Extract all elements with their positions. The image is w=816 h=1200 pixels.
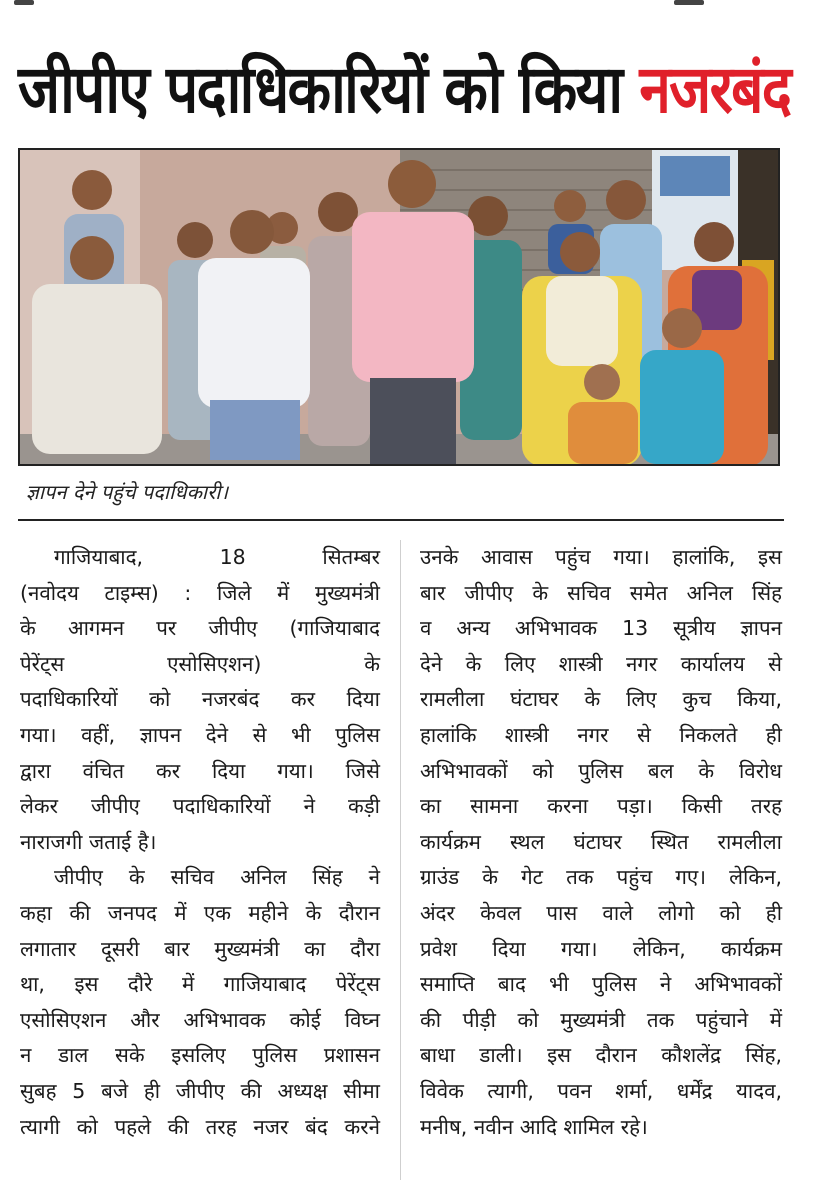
article-line: देने के लिए शास्त्री नगर कार्यालय से (420, 651, 782, 676)
article-line: मनीष, नवीन आदि शामिल रहे। (420, 1114, 648, 1139)
section-divider (18, 519, 784, 521)
article-line: रामलीला घंटाघर के लिए कुच किया, (420, 687, 782, 712)
column-divider (400, 540, 401, 1180)
article-line: पेरेंट्स एसोसिएशन) के (20, 651, 380, 676)
article-line: के आगमन पर जीपीए (गाजियाबाद (20, 616, 380, 641)
article-line: बाधा डाली। इस दौरान कौशलेंद्र सिंह, (420, 1043, 782, 1068)
article-line: जीपीए के सचिव अनिल सिंह ने (54, 865, 380, 890)
article-line: एसोसिएशन और अभिभावक कोई विघ्न (20, 1007, 380, 1032)
article-line: हालांकि शास्त्री नगर से निकलते ही (420, 722, 782, 747)
article-line: उनके आवास पहुंच गया। हालांकि, इस (420, 545, 782, 569)
headline-text: जीपीए पदाधिकारियों को किया (18, 51, 622, 128)
article-line: सुबह 5 बजे ही जीपीए की अध्यक्ष सीमा (20, 1078, 380, 1103)
article-line: की पीड़ी को मुख्यमंत्री तक पहुंचाने में (420, 1007, 782, 1032)
article-line: व अन्य अभिभावक 13 सूत्रीय ज्ञापन (420, 616, 782, 641)
article-line: द्वारा वंचित कर दिया गया। जिसे (20, 758, 380, 783)
cropped-top-text (14, 0, 794, 8)
article-line: ग्राउंड के गेट तक पहुंच गए। लेकिन, (420, 865, 782, 890)
article-line: समाप्ति बाद भी पुलिस ने अभिभावकों (420, 972, 782, 997)
article-line: लेकर जीपीए पदाधिकारियों ने कड़ी (20, 794, 380, 819)
photo-caption: ज्ञापन देने पहुंचे पदाधिकारी। (26, 480, 229, 504)
article-line: का सामना करना पड़ा। किसी तरह (420, 794, 782, 819)
article-line: गाजियाबाद, 18 सितम्बर (54, 545, 380, 569)
headline (18, 40, 791, 140)
article-column-1 (20, 540, 380, 1145)
article-line: कहा की जनपद में एक महीने के दौरान (20, 900, 380, 925)
article-line: विवेक त्यागी, पवन शर्मा, धर्मेंद्र यादव, (420, 1078, 782, 1103)
article-line: गया। वहीं, ज्ञापन देने से भी पुलिस (20, 722, 380, 747)
headline-highlight: नजरबंद (639, 51, 791, 128)
article-line: नाराजगी जताई है। (20, 829, 157, 854)
article-line: अभिभावकों को पुलिस बल के विरोध (420, 758, 782, 783)
article-line: पदाधिकारियों को नजरबंद कर दिया (20, 687, 380, 712)
article-line: लगातार दूसरी बार मुख्यमंत्री का दौरा (20, 936, 380, 961)
article-line: था, इस दौरे में गाजियाबाद पेरेंट्स (20, 972, 380, 997)
article-column-2 (420, 540, 782, 1145)
article-line: प्रवेश दिया गया। लेकिन, कार्यक्रम (420, 936, 782, 961)
article-line: बार जीपीए के सचिव समेत अनिल सिंह (420, 580, 782, 605)
group-photo-illustration (20, 150, 778, 464)
article-line: (नवोदय टाइम्स) : जिले में मुख्यमंत्री (20, 580, 380, 605)
article-line: त्यागी को पहले की तरह नजर बंद करने (20, 1114, 380, 1139)
news-photo (18, 148, 780, 466)
article-line: न डाल सके इसलिए पुलिस प्रशासन (20, 1043, 380, 1068)
article-line: कार्यक्रम स्थल घंटाघर स्थित रामलीला (420, 829, 782, 854)
article-line: अंदर केवल पास वाले लोगो को ही (420, 900, 782, 925)
